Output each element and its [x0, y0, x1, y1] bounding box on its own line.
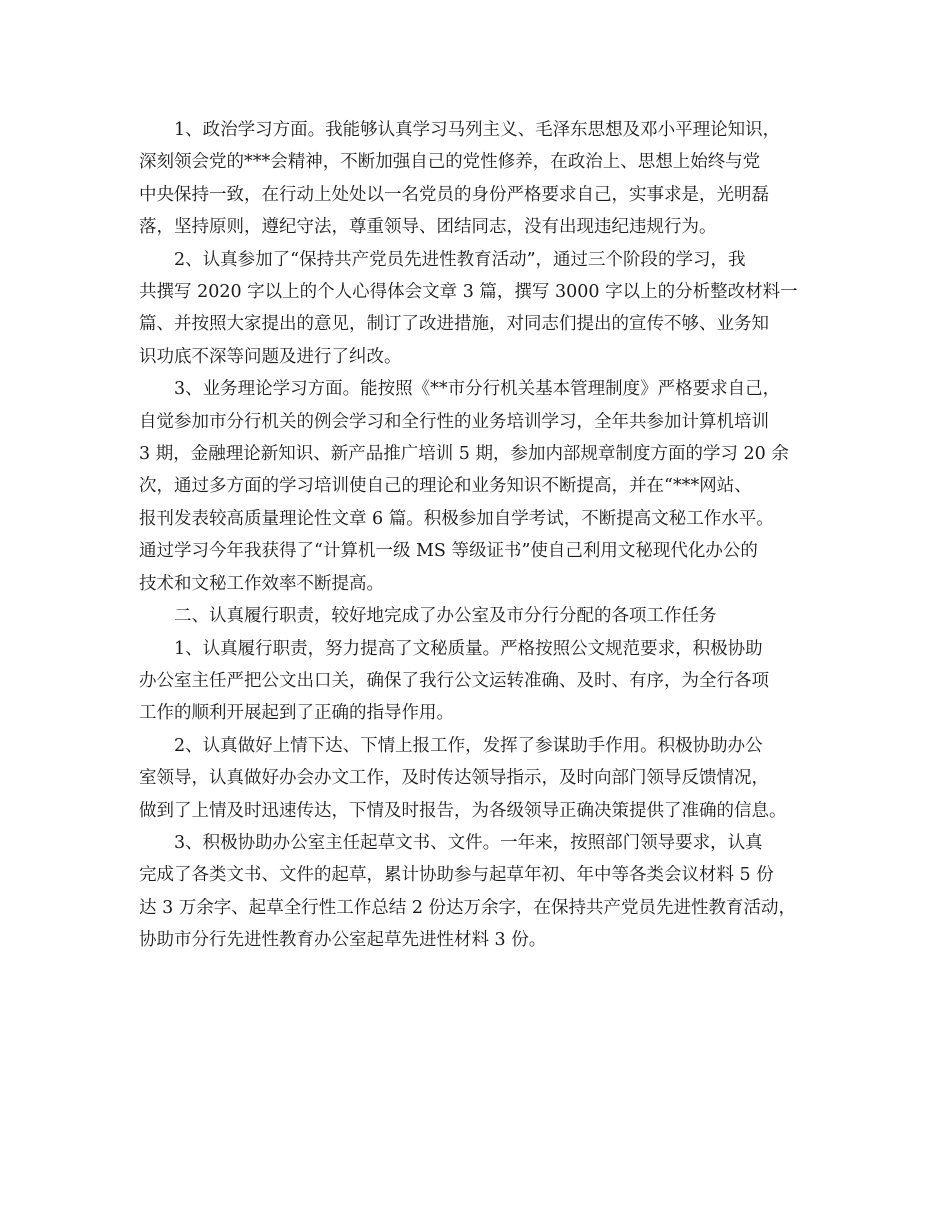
paragraph	[139, 633, 829, 730]
text-line: 室领导，认真做好办会办文工作，及时传达领导指示，及时向部门领导反馈情况，	[139, 768, 769, 789]
text-line: 报刊发表较高质量理论性文章 6 篇。积极参加自学考试，不断提高文秘工作水平。	[139, 508, 774, 529]
text-line: 3、业务理论学习方面。能按照《**市分行机关基本管理制度》严格要求自己，	[174, 379, 781, 400]
text-line: 工作的顺利开展起到了正确的指导作用。	[139, 703, 454, 724]
paragraph	[139, 114, 829, 244]
text-line: 技术和文秘工作效率不断提高。	[139, 573, 384, 594]
text-line: 达 3 万余字、起草全行性工作总结 2 份达万余字，在保持共产党员先进性教育活动，	[139, 897, 797, 918]
text-line: 3 期，金融理论新知识、新产品推广培训 5 期，参加内部规章制度方面的学习 20 余	[139, 444, 789, 465]
text-line: 3、积极协助办公室主任起草文书、文件。一年来，按照部门领导要求，认真	[174, 832, 763, 853]
text-line: 中央保持一致，在行动上处处以一名党员的身份严格要求自己，实事求是，光明磊	[139, 184, 769, 205]
text-line: 通过学习今年我获得了“计算机一级 MS 等级证书”使自己利用文秘现代化办公的	[139, 541, 758, 562]
text-line: 做到了上情及时迅速传达，下情及时报告，为各级领导正确决策提供了准确的信息。	[139, 800, 787, 821]
paragraph	[139, 373, 829, 600]
text-line: 次，通过多方面的学习培训使自己的理论和业务知识不断提高，并在“***网站、	[139, 476, 752, 497]
text-line: 落，坚持原则，遵纪守法，尊重领导、团结同志，没有出现违纪违规行为。	[139, 217, 717, 238]
paragraph	[139, 244, 829, 374]
text-line: 深刻领会党的***会精神，不断加强自己的党性修养，在政治上、思想上始终与党	[139, 152, 761, 173]
text-line: 篇、并按照大家提出的意见，制订了改进措施，对同志们提出的宣传不够、业务知	[139, 314, 769, 335]
text-line: 1、认真履行职责，努力提高了文秘质量。严格按照公文规范要求，积极协助	[174, 638, 763, 659]
paragraph	[139, 827, 829, 957]
text-line: 协助市分行先进性教育办公室起草先进性材料 3 份。	[139, 930, 547, 951]
text-line: 完成了各类文书、文件的起草，累计协助参与起草年初、年中等各类会议材料 5 份	[139, 865, 774, 886]
text-line: 2、认真做好上情下达、下情上报工作，发挥了参谋助手作用。积极协助办公	[174, 735, 763, 756]
text-line: 自觉参加市分行机关的例会学习和全行性的业务培训学习，全年共参加计算机培训	[139, 411, 769, 432]
paragraph	[139, 600, 829, 632]
text-line: 1、政治学习方面。我能够认真学习马列主义、毛泽东思想及邓小平理论知识，	[174, 120, 781, 140]
text-line: 2、认真参加了“保持共产党员先进性教育活动”，通过三个阶段的学习，我	[174, 249, 746, 270]
document-body	[139, 114, 829, 957]
text-line: 共撰写 2020 字以上的个人心得体会文章 3 篇，撰写 3000 字以上的分析整改材料一	[139, 282, 798, 303]
paragraph	[139, 730, 829, 827]
text-line: 识功底不深等问题及进行了纠改。	[139, 346, 402, 367]
text-line: 二、认真履行职责，较好地完成了办公室及市分行分配的各项工作任务	[174, 606, 717, 627]
text-line: 办公室主任严把公文出口关，确保了我行公文运转准确、及时、有序，为全行各项	[139, 670, 769, 691]
